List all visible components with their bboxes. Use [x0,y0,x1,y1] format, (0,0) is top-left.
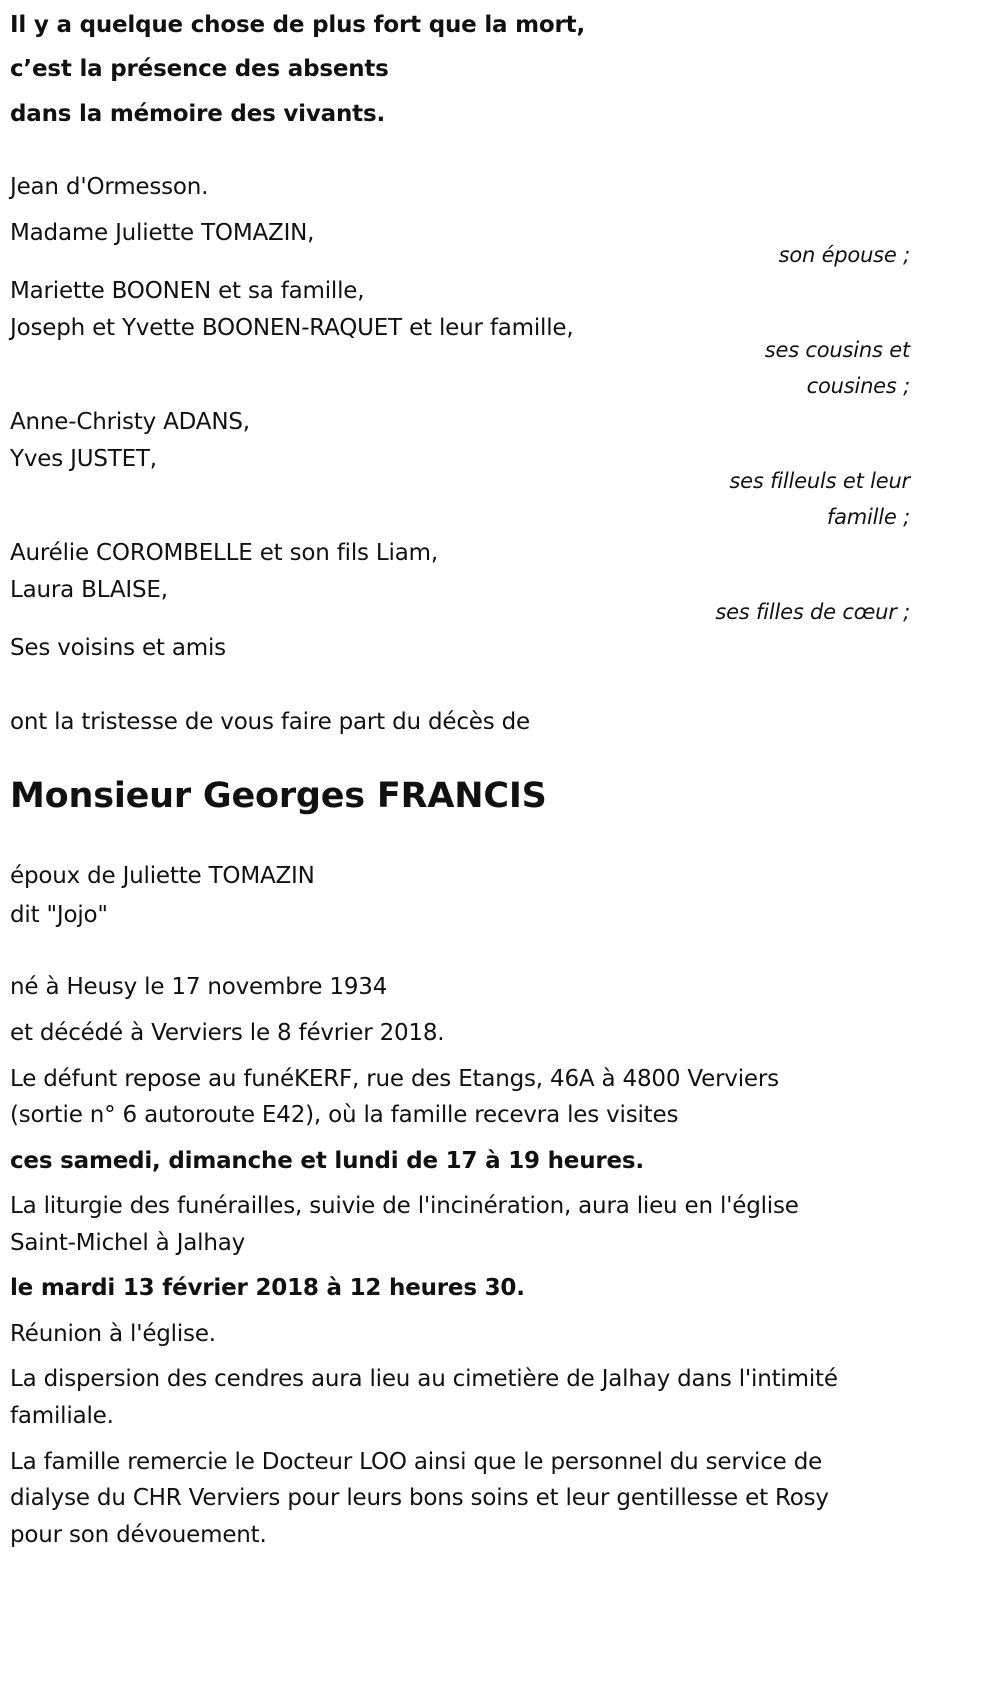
ashes-info: familiale. [10,1403,114,1429]
quote-line: c’est la présence des absents [10,56,389,82]
thanks-text: La famille remercie le Docteur LOO ainsi que le personnel du service de [10,1449,823,1475]
deceased-name: Monsieur Georges FRANCIS [10,776,547,816]
rest-info: (sortie n° 6 autoroute E42), où la famille recevra les visites [10,1102,679,1128]
rest-info: Le défunt repose au funéKERF, rue des Etangs, 46A à 4800 Verviers [10,1066,779,1092]
quote-line: dans la mémoire des vivants. [10,101,385,127]
mourner-name: Aurélie COROMBELLE et son fils Liam, [10,540,438,566]
mourner-name: Yves JUSTET, [10,446,157,472]
liturgy-info: Saint-Michel à Jalhay [10,1230,246,1256]
liturgy-info: La liturgie des funérailles, suivie de l'incinération, aura lieu en l'église [10,1193,799,1219]
thanks-text: dialyse du CHR Verviers pour leurs bons soins et leur gentillesse et Rosy [10,1485,829,1511]
mourner-name: Laura BLAISE, [10,577,168,603]
mourner-relation: famille ; [826,505,910,529]
announcement: ont la tristesse de vous faire part du décès de [10,709,530,735]
visit-hours: ces samedi, dimanche et lundi de 17 à 19 heures. [10,1148,644,1174]
meeting-info: Réunion à l'église. [10,1321,216,1347]
mourner-relation: ses cousins et [764,338,910,362]
mourner-name: Mariette BOONEN et sa famille, [10,278,365,304]
mourner-relation: son épouse ; [778,243,910,267]
liturgy-date: le mardi 13 février 2018 à 12 heures 30. [10,1275,525,1301]
thanks-text: pour son dévouement. [10,1522,267,1548]
mourner-relation: ses filles de cœur ; [715,600,910,624]
ashes-info: La dispersion des cendres aura lieu au cimetière de Jalhay dans l'intimité [10,1366,838,1392]
mourner-name: Madame Juliette TOMAZIN, [10,220,315,246]
deceased-nickname: dit "Jojo" [10,902,108,928]
death-info: et décédé à Verviers le 8 février 2018. [10,1020,445,1046]
mourner-name: Ses voisins et amis [10,635,226,661]
mourner-name: Anne-Christy ADANS, [10,409,250,435]
mourner-relation: ses filleuls et leur [729,469,910,493]
deceased-spouse: époux de Juliette TOMAZIN [10,863,315,889]
mourner-relation: cousines ; [806,374,910,398]
quote-author: Jean d'Ormesson. [10,174,209,200]
mourner-name: Joseph et Yvette BOONEN-RAQUET et leur famille, [10,315,574,341]
birth-info: né à Heusy le 17 novembre 1934 [10,974,388,1000]
quote-line: Il y a quelque chose de plus fort que la mort, [10,12,585,38]
